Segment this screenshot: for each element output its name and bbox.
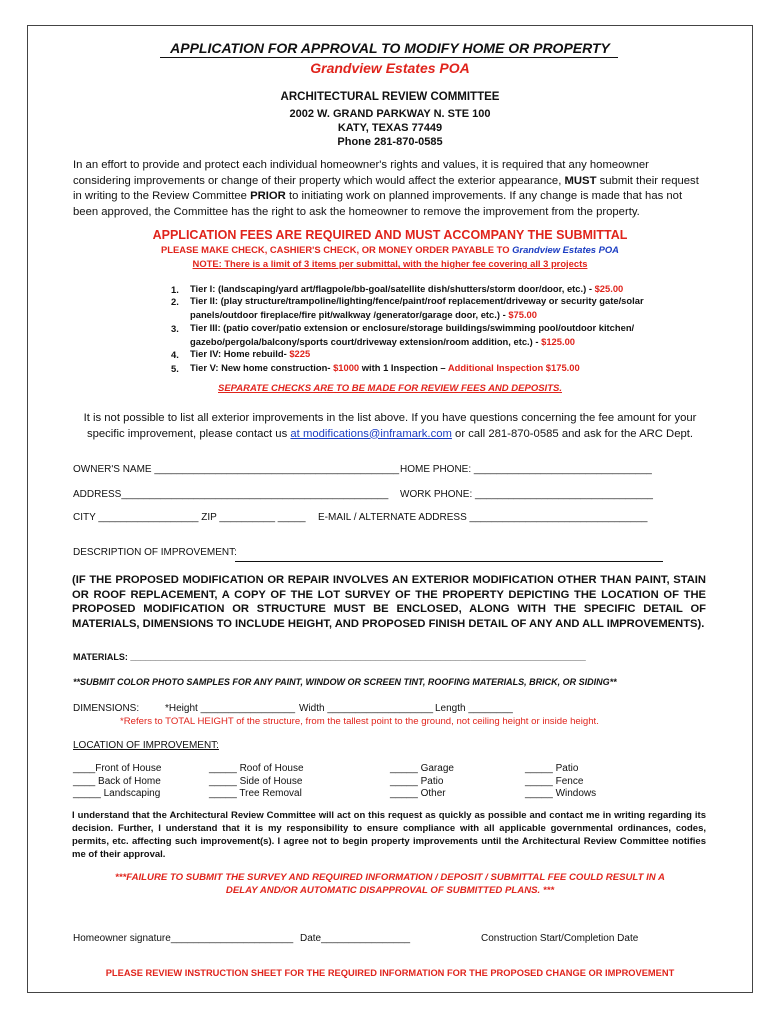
contact-email-link[interactable]: at modifications@inframark.com xyxy=(290,427,452,440)
location-option[interactable]: _____ Tree Removal xyxy=(209,788,302,799)
dimensions-label: DIMENSIONS: xyxy=(73,703,140,714)
location-option[interactable]: _____ Landscaping xyxy=(73,788,161,799)
location-option[interactable]: ____ Back of Home xyxy=(73,775,161,787)
limit-note: NOTE: There is a limit of 3 items per submittal, with the higher fee covering all 3 projects xyxy=(192,258,588,269)
survey-notice: (IF THE PROPOSED MODIFICATION OR REPAIR INVOLVES AN EXTERIOR MODIFICATION OTHER THAN PAINT, STAIN OR ROOF REPLACEMENT, A COPY OF THE LOT SURVEY OF THE PROPERTY DEPICTING THE LOCATION OF THE PROPOSED MODIFICATION OR STRUCTURE MUST BE ENCLOSED, ALONG WITH THE SPECIFIC DETAIL OF MATERIALS, DIMENSIONS TO INCLUDE HEIGHT, AND PROPOSED FINISH DETAIL OF ANY AND ALL IMPROVEMENTS). xyxy=(72,574,706,630)
tier-number: 4. xyxy=(171,349,179,360)
description-label: DESCRIPTION OF IMPROVEMENT: xyxy=(73,547,237,558)
date-field[interactable]: Date________________ xyxy=(300,933,411,944)
tier-number: 5. xyxy=(171,363,179,374)
width-field[interactable]: Width ___________________ xyxy=(299,703,434,714)
title-underline xyxy=(160,57,618,58)
location-label: LOCATION OF IMPROVEMENT: xyxy=(73,740,219,751)
address-field[interactable]: ADDRESS________________________________________________ xyxy=(73,489,389,500)
height-field[interactable]: *Height _________________ xyxy=(165,703,296,714)
location-column xyxy=(73,763,161,801)
tier-item: Tier III: (patio cover/patio extension or enclosure/storage buildings/swimming pool/outdoor kitchen/ gazebo/pergola/balcony/sports court/driveway extension/room addition, etc.) - $125.00 xyxy=(190,322,635,347)
separate-checks-note: SEPARATE CHECKS ARE TO BE MADE FOR REVIEW FEES AND DEPOSITS. xyxy=(218,383,562,394)
location-column xyxy=(390,763,454,801)
work-phone-field[interactable]: WORK PHONE: ________________________________ xyxy=(400,489,653,500)
location-option[interactable]: _____ Garage xyxy=(390,763,454,774)
description-field[interactable] xyxy=(235,561,663,562)
photo-samples-note: **SUBMIT COLOR PHOTO SAMPLES FOR ANY PAINT, WINDOW OR SCREEN TINT, ROOFING MATERIALS, BRICK, OR SIDING** xyxy=(73,677,617,687)
tier-number: 3. xyxy=(171,323,179,334)
failure-notice: ***FAILURE TO SUBMIT THE SURVEY AND REQUIRED INFORMATION / DEPOSIT / SUBMITTAL FEE COULD RESULT IN A DELAY AND/OR AUTOMATIC DISAPPROVAL OF SUBMITTED PLANS. *** xyxy=(115,872,665,896)
location-column xyxy=(209,763,304,801)
payable-line: PLEASE MAKE CHECK, CASHIER'S CHECK, OR MONEY ORDER PAYABLE TO Grandview Estates POA xyxy=(161,244,619,255)
location-option[interactable]: _____ Patio xyxy=(390,775,444,787)
location-option[interactable]: _____ Patio xyxy=(525,763,579,774)
owner-name-field[interactable]: OWNER'S NAME ____________________________________________ xyxy=(73,464,400,475)
tier-item: Tier I: (landscaping/yard art/flagpole/bb-goal/satellite dish/shutters/storm door/door, etc.) - $25.00 xyxy=(190,283,624,294)
location-option[interactable]: _____ Side of House xyxy=(209,775,303,787)
materials-field[interactable]: MATERIALS: ___________________________________________________________________________________________ xyxy=(73,652,586,662)
location-option[interactable]: _____ Windows xyxy=(525,788,597,799)
fees-heading: APPLICATION FEES ARE REQUIRED AND MUST ACCOMPANY THE SUBMITTAL xyxy=(152,228,628,242)
location-option[interactable]: _____ Fence xyxy=(525,775,584,787)
tier-number: 2. xyxy=(171,296,179,307)
location-column xyxy=(525,763,596,801)
home-phone-field[interactable]: HOME PHONE: ________________________________ xyxy=(400,464,652,475)
tier-number: 1. xyxy=(171,284,179,295)
city-zip-field[interactable]: CITY __________________ ZIP __________ _____ xyxy=(73,512,306,523)
footer-instruction: PLEASE REVIEW INSTRUCTION SHEET FOR THE REQUIRED INFORMATION FOR THE PROPOSED CHANGE OR IMPROVEMENT xyxy=(105,968,675,978)
location-option[interactable]: _____ Roof of House xyxy=(209,763,304,774)
length-field[interactable]: Length ________ xyxy=(435,703,513,714)
committee-address-1: 2002 W. GRAND PARKWAY N. STE 100 xyxy=(289,108,491,120)
email-address-field[interactable]: E-MAIL / ALTERNATE ADDRESS ________________________________ xyxy=(318,512,648,523)
agreement-statement: I understand that the Architectural Review Committee will act on this request as quickly as possible and contact me in writing regarding its decision. Further, I understand that it is my responsibility to ensure compliance with all applicable governmental ordinances, codes, permits, etc. affecting such improvement(s). I agree not to begin property improvements until the Architectural Review Committee notifies me of their approval. xyxy=(72,810,706,860)
tier-item: Tier II: (play structure/trampoline/lighting/fence/paint/roof replacement/driveway or security gate/solar panels/outdoor fireplace/fire pit/walkway /generator/garage door, etc.) - $75.00 xyxy=(190,295,644,320)
location-option[interactable]: ____Front of House xyxy=(73,763,162,774)
committee-name: ARCHITECTURAL REVIEW COMMITTEE xyxy=(280,91,500,103)
tier-item: Tier V: New home construction- $1000 with 1 Inspection – Additional Inspection $175.00 xyxy=(190,362,580,373)
location-option[interactable]: _____ Other xyxy=(390,788,446,799)
homeowner-signature-field[interactable]: Homeowner signature______________________ xyxy=(73,933,294,944)
intro-paragraph: In an effort to provide and protect each individual homeowner's rights and values, it is required that any homeowner considering improvements or change of their property which would affect the exterior appearance, MUST submit their request in writing to the Review Committee PRIOR to initiating work on planned improvements. If any change is made that has not been approved, the Committee has the right to ask the homeowner to remove the improvement from the property. xyxy=(73,159,699,218)
construction-date-field[interactable]: Construction Start/Completion Date xyxy=(481,933,639,944)
committee-phone: Phone 281-870-0585 xyxy=(337,136,443,148)
committee-address-2: KATY, TEXAS 77449 xyxy=(337,122,443,134)
contact-paragraph: It is not possible to list all exterior improvements in the list above. If you have questions concerning the fee amount for your specific improvement, please contact us at modifications@inframark.com or call 281-870-0585 and ask for the ARC Dept. xyxy=(83,412,697,440)
height-note: *Refers to TOTAL HEIGHT of the structure, from the tallest point to the ground, not ceiling height or inside height. xyxy=(120,716,599,727)
page-title: APPLICATION FOR APPROVAL TO MODIFY HOME OR PROPERTY xyxy=(170,40,610,56)
tier-item: Tier IV: Home rebuild- $225 xyxy=(190,348,311,359)
page-subtitle: Grandview Estates POA xyxy=(310,60,470,76)
